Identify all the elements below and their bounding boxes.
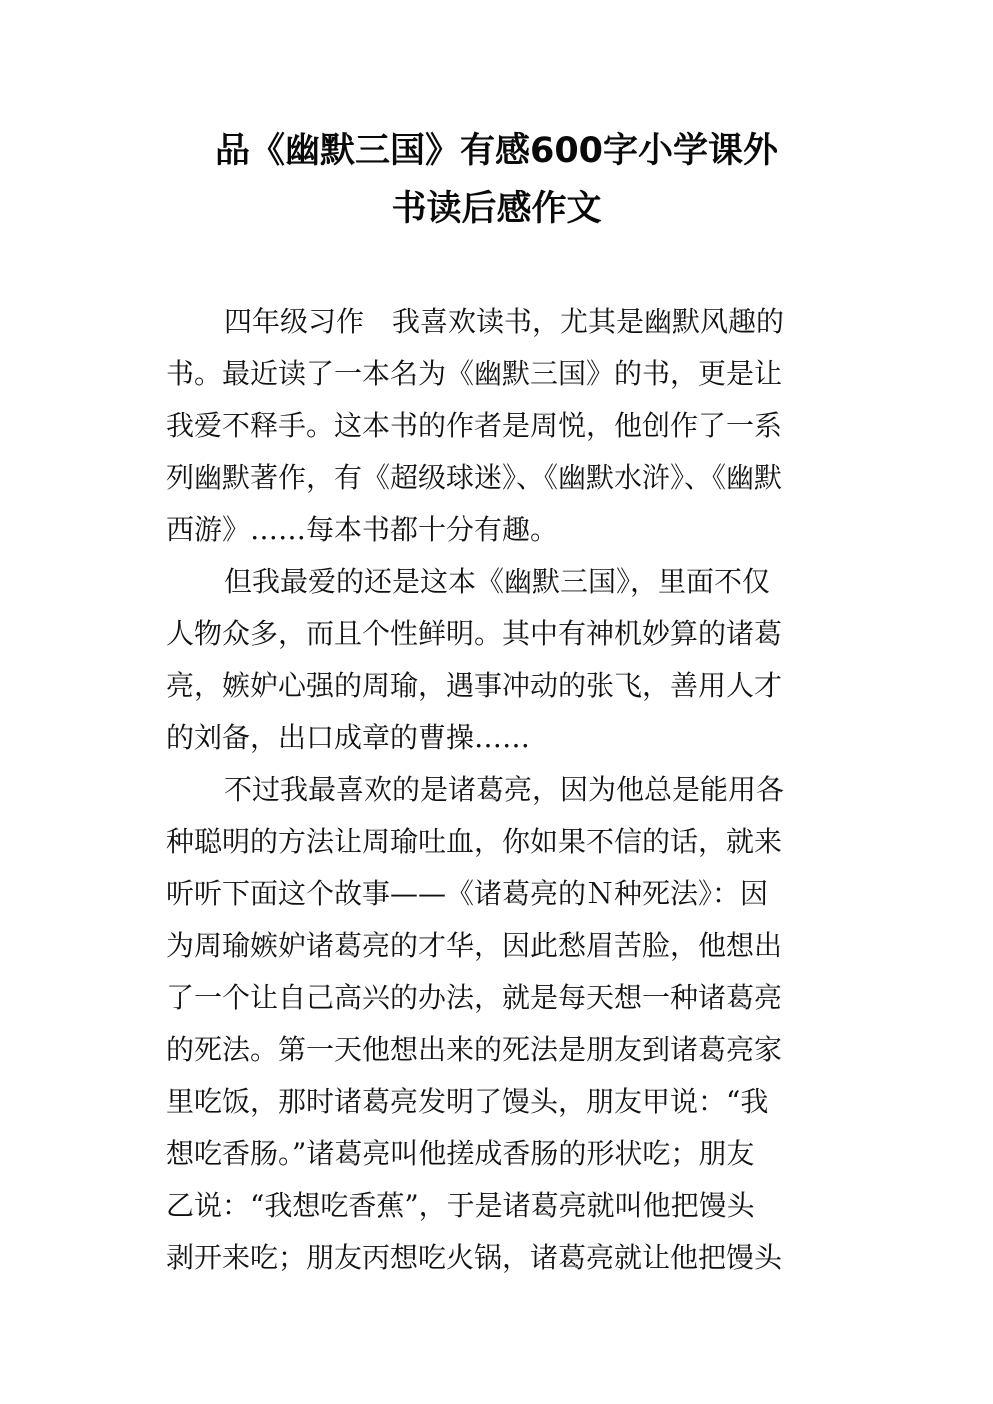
title-line-2: 书读后感作文: [391, 189, 602, 229]
text-line: 西游》……每本书都十分有趣。: [166, 513, 559, 546]
text-line: 剥开来吃；朋友丙想吃火锅，诸葛亮就让他把馒头: [166, 1241, 783, 1274]
text-line: 了一个让自己高兴的办法，就是每天想一种诸葛亮: [166, 981, 783, 1014]
document-title: [0, 122, 993, 238]
text-line: 的死法。第一天他想出来的死法是朋友到诸葛亮家: [166, 1033, 783, 1066]
text-line: 听听下面这个故事——《诸葛亮的Ｎ种死法》：因: [166, 877, 769, 910]
paragraph-1: [166, 296, 830, 556]
document-body: [166, 296, 830, 1284]
text-line: 想吃香肠。”诸葛亮叫他搓成香肠的形状吃；朋友: [166, 1137, 755, 1170]
text-line: 亮，嫉妒心强的周瑜，遇事冲动的张飞，善用人才: [166, 669, 783, 702]
text-line: 但我最爱的还是这本《幽默三国》，里面不仅: [224, 565, 771, 598]
text-line: 种聪明的方法让周瑜吐血，你如果不信的话，就来: [166, 825, 783, 858]
text-line: 乙说：“我想吃香蕉”，于是诸葛亮就叫他把馒头: [166, 1189, 755, 1222]
text-line: 里吃饭，那时诸葛亮发明了馒头，朋友甲说：“我: [166, 1085, 769, 1118]
text-line: 四年级习作 我喜欢读书，尤其是幽默风趣的: [224, 305, 785, 338]
title-line-1: 品《幽默三国》有感600字小学课外: [214, 131, 779, 171]
text-line: 列幽默著作，有《超级球迷》、《幽默水浒》、《幽默: [166, 461, 783, 494]
text-line: 为周瑜嫉妒诸葛亮的才华，因此愁眉苦脸，他想出: [166, 929, 783, 962]
text-line: 我爱不释手。这本书的作者是周悦，他创作了一系: [166, 409, 783, 442]
paragraph-3: [166, 764, 830, 1284]
text-line: 人物众多，而且个性鲜明。其中有神机妙算的诸葛: [166, 617, 783, 650]
text-line: 的刘备，出口成章的曹操……: [166, 721, 531, 754]
text-line: 书。最近读了一本名为《幽默三国》的书，更是让: [166, 357, 783, 390]
text-line: 不过我最喜欢的是诸葛亮，因为他总是能用各: [224, 773, 785, 806]
paragraph-2: [166, 556, 830, 764]
